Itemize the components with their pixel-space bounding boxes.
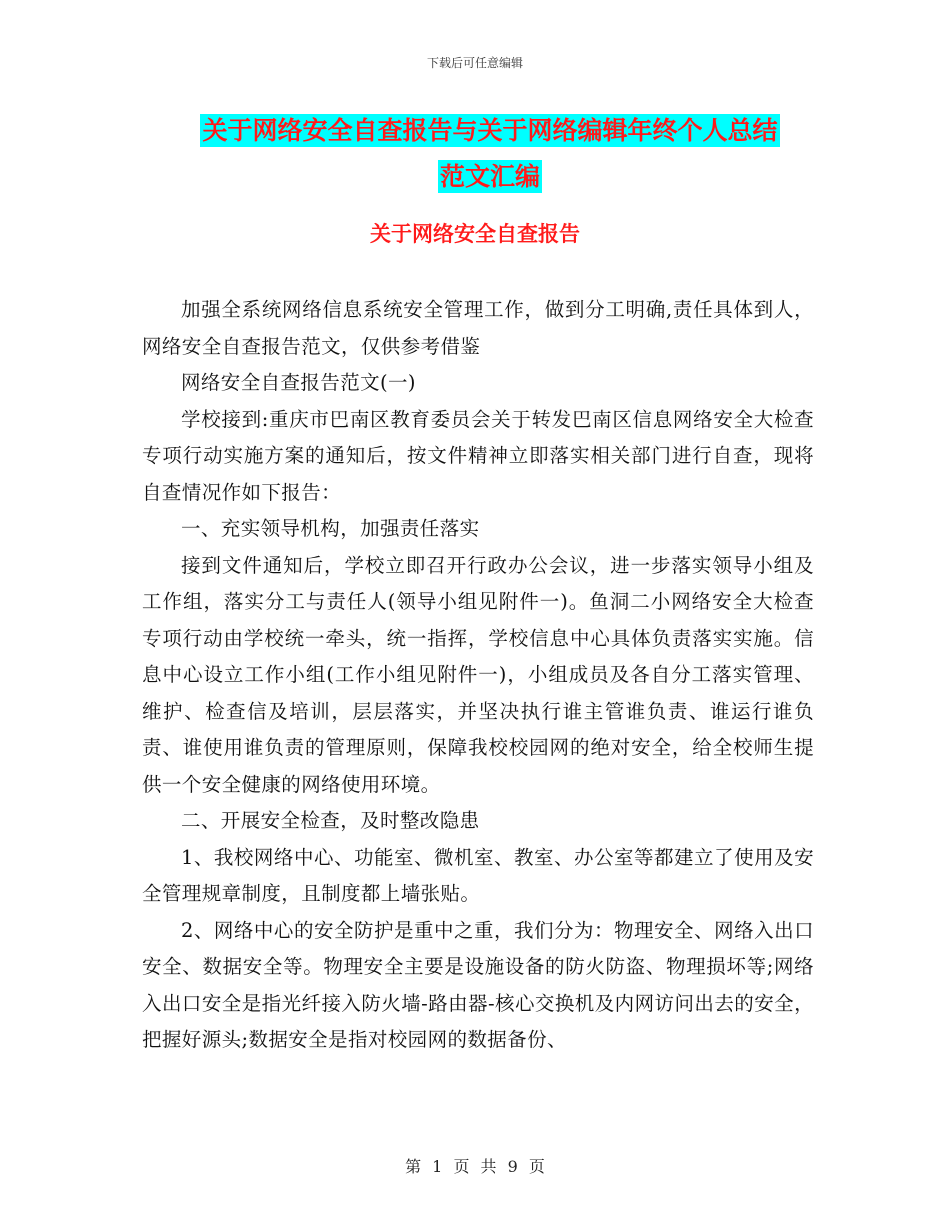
paragraph: 学校接到:重庆市巴南区教育委员会关于转发巴南区信息网络安全大检查专项行动实施方案的通知后，按文件精神立即落实相关部门进行自查，现将自查情况作如下报告： [142,407,814,504]
paragraph: 二、开展安全检查，及时整改隐患 [181,809,480,832]
header-note: 下载后可任意编辑 [426,56,523,70]
document-title [140,108,840,200]
paragraph: 网络安全自查报告范文(一) [181,371,416,394]
paragraph: 1、我校网络中心、功能室、微机室、教室、办公室等都建立了使用及安全管理规章制度，且制度都上墙张贴。 [142,845,814,905]
paragraph: 加强全系统网络信息系统安全管理工作，做到分工明确,责任具体到人，网络安全自查报告范文，仅供参考借鉴 [142,298,814,358]
title-line-1: 关于网络安全自查报告与关于网络编辑年终个人总结 [202,116,778,145]
paragraph: 一、充实领导机构，加强责任落实 [181,517,480,540]
title-line-2: 范文汇编 [439,162,540,191]
section-title: 关于网络安全自查报告 [370,222,580,246]
page-number: 第 1 页 共 9 页 [405,1157,545,1176]
paragraph: 2、网络中心的安全防护是重中之重，我们分为：物理安全、网络入出口安全、数据安全等。物理安全主要是设施设备的防火防盗、物理损坏等;网络入出口安全是指光纤接入防火墙-路由器-核心交换机及内网访问出去的安全，把握好源头;数据安全是指对校园网的数据备份、 [142,918,814,1051]
paragraph: 接到文件通知后，学校立即召开行政办公会议，进一步落实领导小组及工作组，落实分工与责任人(领导小组见附件一)。鱼洞二小网络安全大检查专项行动由学校统一牵头，统一指挥，学校信息中心具体负责落实实施。信息中心设立工作小组(工作小组见附件一)，小组成员及各自分工落实管理、维护、检查信及培训，层层落实，并坚决执行谁主管谁负责、谁运行谁负责、谁使用谁负责的管理原则，保障我校校园网的绝对安全，给全校师生提供一个安全健康的网络使用环境。 [142,553,814,796]
document-body [142,292,814,1059]
